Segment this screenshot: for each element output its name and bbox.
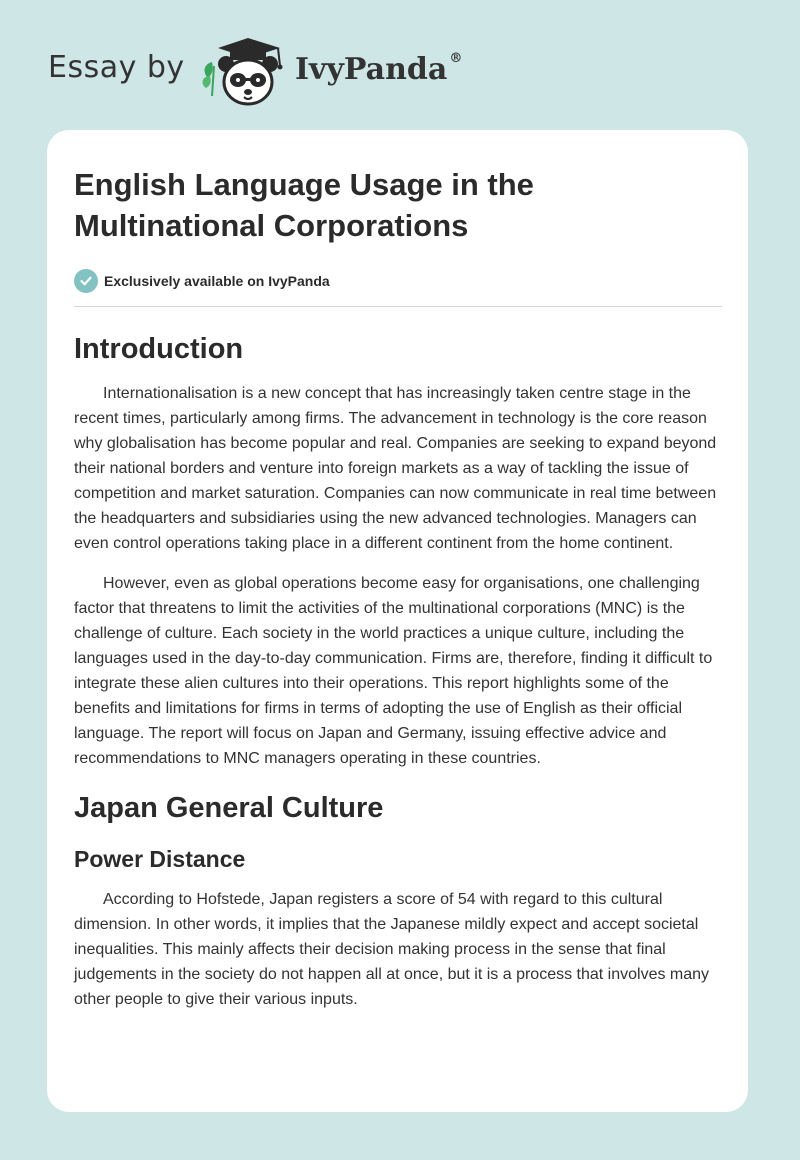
site-header — [0, 0, 800, 130]
section-heading-introduction: Introduction — [74, 333, 244, 365]
exclusive-badge — [74, 266, 722, 296]
paragraph: According to Hofstede, Japan registers a score of 54 with regard to this cultural dimension. In other words, it implies that the Japanese mildly expect and accept societal inequalities. This mainly affects their decision making process in the sense that final judgements in the society do not happen all at once, but it is a process that involves many other people to give their various inputs. — [74, 891, 710, 1008]
title-divider — [74, 306, 722, 307]
title-line-2: Multinational Corporations — [74, 208, 469, 243]
check-circle-icon — [74, 269, 98, 293]
panda-graduate-icon[interactable] — [200, 36, 290, 108]
article-card — [47, 130, 748, 1112]
section-heading-japan-general-culture: Japan General Culture — [74, 792, 384, 824]
paragraph: Internationalisation is a new concept that has increasingly taken centre stage in the recent times, particularly among firms. The advancement in technology is the core reason why globalisation has become popular and real. Companies are seeking to expand beyond their national borders and venture into foreign markets as a way of tackling the issue of competition and market saturation. Companies can now communicate in real time between the headquarters and subsidiaries using the new advanced technologies. Managers can even control operations taking place in a different continent from the home continent. — [74, 385, 717, 552]
essay-by-label: Essay by — [48, 50, 185, 85]
article-title — [74, 164, 722, 246]
title-line-1: English Language Usage in the — [74, 167, 534, 202]
article-content — [74, 164, 722, 1012]
subheading-power-distance: Power Distance — [74, 846, 246, 872]
exclusive-label: Exclusively available on IvyPanda — [104, 273, 330, 289]
paragraph: However, even as global operations become easy for organisations, one challenging factor that threatens to limit the activities of the multinational corporations (MNC) is the challenge of culture. Each society in the world practices a unique culture, including the languages used in the day-to-day communication. Firms are, therefore, finding it difficult to integrate these alien cultures into their operations. This report highlights some of the benefits and limitations for firms in terms of adopting the use of English as their official language. The report will focus on Japan and Germany, issuing effective advice and recommendations to MNC managers operating in these countries. — [74, 575, 713, 767]
brand-logo-text[interactable]: IvyPanda ® — [295, 51, 463, 87]
trademark-symbol: ® — [449, 51, 463, 66]
